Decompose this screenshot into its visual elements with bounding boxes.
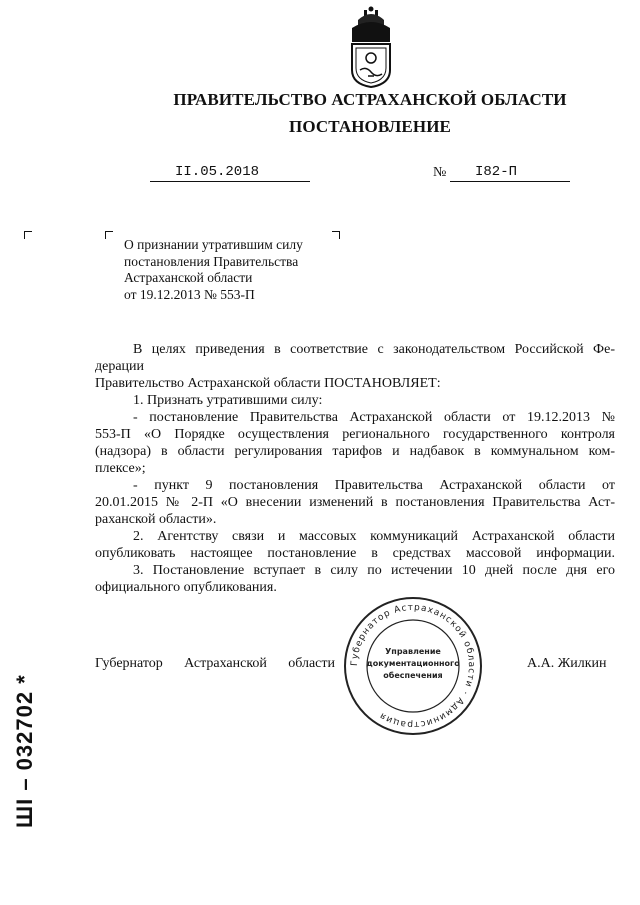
- document-body: [95, 341, 615, 596]
- body-line: официального опубликования.: [95, 580, 277, 595]
- official-stamp-icon: [343, 596, 483, 736]
- stamp-ring-text: Губернатор Астраханской области · Администрация: [349, 602, 477, 730]
- body-line: плексе»;: [95, 461, 146, 476]
- body-line: В целях приведения в соответствие с законодательством Российской Фе-: [133, 342, 615, 357]
- body-line: раханской области».: [95, 512, 217, 527]
- subject-line: от 19.12.2013 № 553-П: [124, 286, 255, 302]
- number-field: [450, 163, 570, 182]
- body-line: - постановление Правительства Астраханской области от 19.12.2013 №: [133, 410, 615, 425]
- body-line: (надзора) в области регулирования тарифов и надбавок в коммунальном ком-: [95, 444, 615, 459]
- body-line: 20.01.2015 № 2-П «О внесении изменений в постановления Правительства Аст-: [95, 495, 615, 510]
- signatory-name: А.А. Жилкин: [527, 656, 607, 671]
- subject-line: О признании утратившим силу: [124, 237, 303, 252]
- signatory-position: Губернатор Астраханской области: [95, 656, 335, 671]
- subject-line: постановления Правительства: [124, 253, 299, 269]
- number-label: №: [433, 165, 447, 180]
- side-serial-code: ШI – 032702 *: [12, 674, 37, 828]
- body-line: 3. Постановление вступает в силу по истечении 10 дней после дня его: [133, 563, 615, 578]
- corner-mark: [105, 231, 113, 239]
- document-type: ПОСТАНОВЛЕНИЕ: [289, 117, 451, 136]
- government-name: ПРАВИТЕЛЬСТВО АСТРАХАНСКОЙ ОБЛАСТИ: [173, 90, 567, 109]
- body-line: 553-П «О Порядке осуществления регионального государственного контроля: [95, 427, 615, 442]
- stamp-center-line: обеспечения: [383, 671, 443, 680]
- stamp-center-line: Управление: [385, 647, 441, 656]
- date-field: [150, 163, 310, 182]
- body-line: - пункт 9 постановления Правительства Астраханской области от: [133, 478, 615, 493]
- stamp-center-line: документационного: [366, 659, 460, 668]
- body-line: дерации: [95, 359, 145, 374]
- body-line: опубликовать настоящее постановление в средствах массовой информации.: [95, 546, 615, 561]
- corner-mark: [24, 231, 32, 239]
- document-date: II.05.2018: [175, 164, 260, 180]
- body-line: 1. Признать утратившими силу:: [133, 393, 323, 408]
- body-line: Правительство Астраханской области ПОСТАНОВЛЯЕТ:: [95, 376, 441, 391]
- subject-line: Астраханской области: [124, 270, 253, 285]
- body-line: 2. Агентству связи и массовых коммуникаций Астраханской области: [133, 529, 615, 544]
- document-number: I82-П: [475, 164, 518, 180]
- coat-of-arms-icon: [346, 6, 396, 88]
- subject-block: [124, 237, 344, 303]
